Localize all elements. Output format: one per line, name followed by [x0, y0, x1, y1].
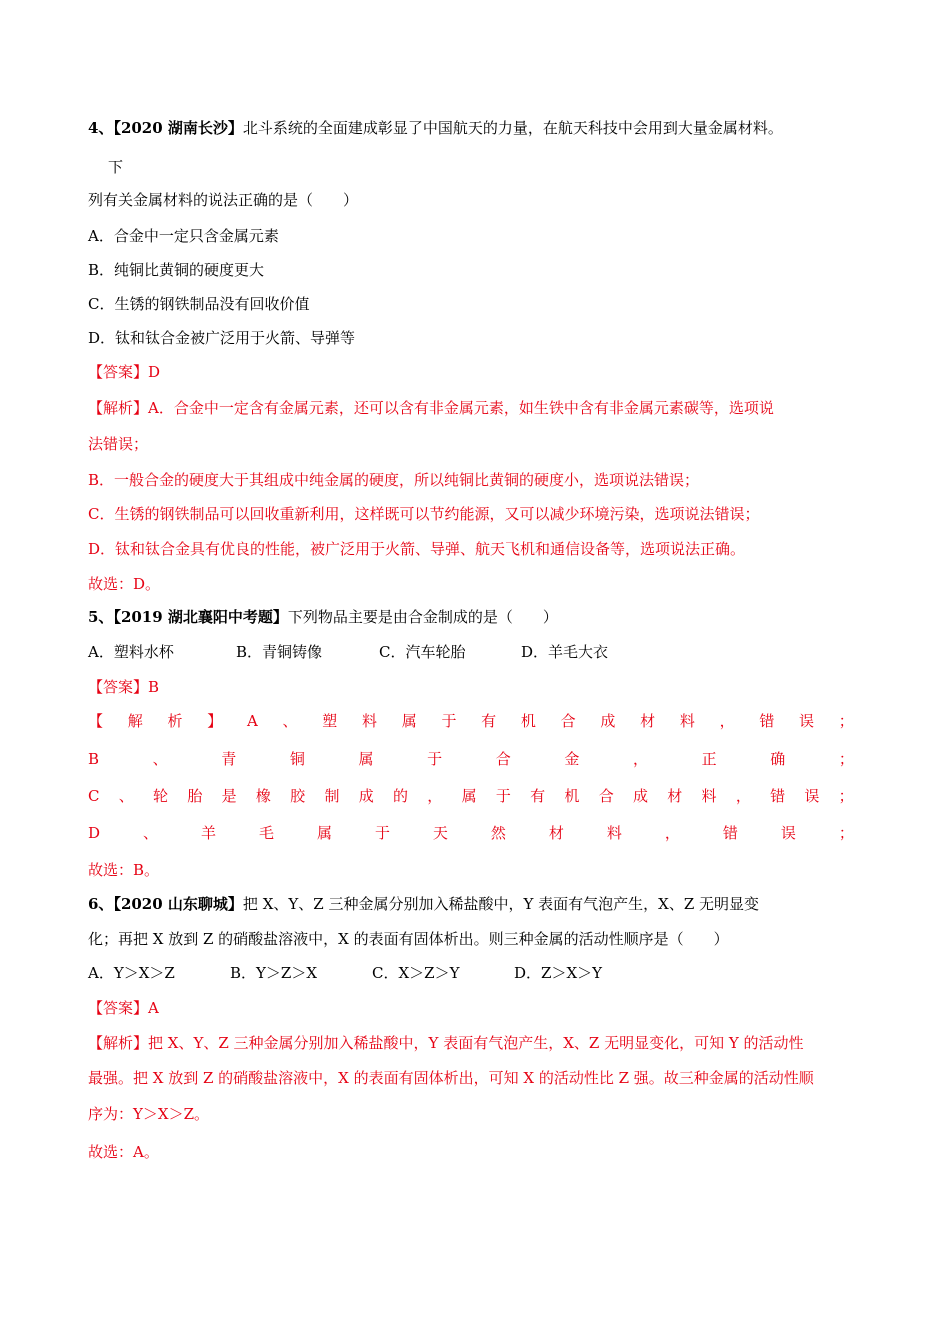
q5-analysis-char: 【	[88, 712, 104, 730]
q5-analysis-char: 错	[722, 824, 738, 842]
q5-analysis-char: 料	[606, 824, 622, 842]
q5-analysis-char: 成	[358, 787, 374, 805]
q5-analysis-char: 误	[799, 712, 815, 730]
q5-analysis-char: 成	[632, 787, 648, 805]
q5-analysis-char: ；	[838, 824, 854, 842]
q5-analysis-char: 于	[374, 824, 390, 842]
q5-options	[88, 642, 608, 662]
q5-analysis-char: 错	[770, 787, 786, 805]
q4-analysis-a: A．合金中一定含有金属元素，还可以含有非金属元素，如生铁中含有非金属元素碳等，选项说	[148, 399, 774, 417]
q5-analysis-char: D	[88, 824, 101, 842]
q5-analysis-char: ，	[664, 824, 680, 842]
q6-analysis-text1: 把 X、Y、Z 三种金属分别加入稀盐酸中，Y 表面有气泡产生，X、Z 无明显变化，可知 Y 的活动性	[148, 1034, 804, 1052]
q5-answer: 【答案】B	[88, 678, 160, 696]
q5-analysis-char: 、	[118, 787, 134, 805]
q5-analysis-char: C	[88, 787, 100, 805]
q4-stem-text: 北斗系统的全面建成彰显了中国航天的力量，在航天科技中会用到大量金属材料。	[242, 119, 783, 137]
q4-number: 4、	[88, 119, 114, 137]
q6-option-b: B．Y＞Z＞X	[230, 964, 318, 982]
q5-analysis-char: ；	[838, 787, 854, 805]
q5-analysis-char: 材	[640, 712, 656, 730]
q5-analysis-char: 毛	[258, 824, 274, 842]
q5-analysis-char: ，	[633, 750, 649, 768]
q5-analysis-char: 料	[679, 712, 695, 730]
q5-analysis-char: A	[246, 712, 258, 730]
q5-analysis-char: 橡	[255, 787, 271, 805]
q4-option-b: B．纯铜比黄铜的硬度更大	[88, 261, 265, 279]
q4-stem-line1	[88, 118, 783, 138]
q5-option-d: D．羊毛大衣	[521, 643, 609, 661]
q5-analysis-char: 材	[667, 787, 683, 805]
q6-stem-line1	[88, 894, 759, 914]
q6-stem-line2: 化；再把 X 放到 Z 的硝酸盐溶液中，X 的表面有固体析出。则三种金属的活动性顺序是（ ）	[88, 930, 729, 948]
q6-analysis-label: 【解析】	[88, 1034, 149, 1052]
q4-option-a: A．合金中一定只含金属元素	[88, 227, 279, 245]
q5-analysis-char: 料	[701, 787, 717, 805]
q5-analysis-char: 成	[600, 712, 616, 730]
q5-analysis-char: ，	[735, 787, 751, 805]
q5-analysis-char: 天	[432, 824, 448, 842]
q5-analysis-char: 然	[490, 824, 506, 842]
q5-stem-text: 下列物品主要是由合金制成的是（ ）	[287, 608, 558, 626]
q5-analysis-char: 属	[461, 787, 477, 805]
q5-analysis-char: 胎	[187, 787, 203, 805]
q5-analysis-char: 、	[282, 712, 298, 730]
q5-analysis-char: ，	[427, 787, 443, 805]
q6-option-c: C．X＞Z＞Y	[372, 964, 460, 982]
q5-analysis-char: 有	[481, 712, 497, 730]
q6-source: 【2020 山东聊城】	[113, 895, 243, 913]
q5-analysis-char: 错	[759, 712, 775, 730]
q4-analysis-b: B．一般合金的硬度大于其组成中纯金属的硬度，所以纯铜比黄铜的硬度小，选项说法错误；	[88, 471, 700, 489]
q5-analysis-char: 青	[221, 750, 237, 768]
q6-option-d: D．Z＞X＞Y	[514, 964, 603, 982]
q6-stem-text: 把 X、Y、Z 三种金属分别加入稀盐酸中，Y 表面有气泡产生，X、Z 无明显变	[242, 895, 760, 913]
q5-conclusion: 故选：B。	[88, 861, 160, 879]
q5-analysis-char: 金	[564, 750, 580, 768]
q5-analysis-char: 的	[393, 787, 409, 805]
q4-analysis-c: C．生锈的钢铁制品可以回收重新利用，这样既可以节约能源，又可以减少环境污染，选项说法错误；	[88, 505, 760, 523]
q5-analysis-char: 合	[560, 712, 576, 730]
q5-analysis-char: 确	[770, 750, 786, 768]
q5-source: 【2019 湖北襄阳中考题】	[113, 608, 288, 626]
q5-analysis-char: 料	[361, 712, 377, 730]
q5-analysis-char: ，	[719, 712, 735, 730]
q6-options	[88, 963, 602, 983]
q6-conclusion: 故选：A。	[88, 1143, 159, 1161]
q5-analysis-char: 机	[520, 712, 536, 730]
q5-analysis-char: 】	[207, 712, 223, 730]
q6-analysis-line3: 序为：Y＞X＞Z。	[88, 1105, 210, 1123]
q5-analysis-char: 解	[127, 712, 143, 730]
q4-analysis-line1	[88, 398, 774, 418]
q5-analysis-char: 正	[701, 750, 717, 768]
q5-option-b: B．青铜铸像	[236, 643, 323, 661]
q4-option-d: D．钛和钛合金被广泛用于火箭、导弹等	[88, 329, 356, 347]
q5-number: 5、	[88, 608, 114, 626]
q5-analysis-char: 属	[358, 750, 374, 768]
q5-analysis-char: 塑	[322, 712, 338, 730]
q5-analysis-char: 机	[564, 787, 580, 805]
q5-analysis-char: 、	[152, 750, 168, 768]
q4-conclusion: 故选：D。	[88, 575, 161, 593]
q4-stem-line3: 列有关金属材料的说法正确的是（ ）	[88, 191, 359, 209]
q5-analysis-char: ；	[838, 750, 854, 768]
q5-analysis-row-3	[88, 786, 854, 806]
q5-analysis-char: 误	[804, 787, 820, 805]
q5-analysis-char: 误	[780, 824, 796, 842]
q4-analysis-line2: 法错误；	[88, 435, 149, 453]
q4-analysis-d: D．钛和钛合金具有优良的性能，被广泛用于火箭、导弹、航天飞机和通信设备等，选项说法正确。	[88, 540, 746, 558]
q5-analysis-char: 、	[143, 824, 159, 842]
q6-answer: 【答案】A	[88, 999, 159, 1017]
q6-analysis-line1	[88, 1033, 804, 1053]
q5-analysis-char: 属	[316, 824, 332, 842]
q5-analysis-char: 轮	[153, 787, 169, 805]
q5-analysis-char: B	[88, 750, 100, 768]
q4-answer: 【答案】D	[88, 363, 161, 381]
q4-source: 【2020 湖南长沙】	[113, 119, 243, 137]
q6-analysis-line2: 最强。把 X 放到 Z 的硝酸盐溶液中，X 的表面有固体析出，可知 X 的活动性比 Z 强。故三种金属的活动性顺	[88, 1069, 814, 1087]
q5-option-a: A．塑料水杯	[88, 643, 174, 661]
q5-analysis-row-2	[88, 749, 854, 769]
q4-option-c: C．生锈的钢铁制品没有回收价值	[88, 295, 310, 313]
q4-stem-line2: 下	[108, 158, 124, 176]
q5-analysis-char: 胶	[290, 787, 306, 805]
q5-analysis-char: 合	[495, 750, 511, 768]
q5-analysis-char: 属	[401, 712, 417, 730]
q5-analysis-row-1	[88, 711, 854, 731]
q5-analysis-char: 材	[548, 824, 564, 842]
q5-analysis-char: 铜	[289, 750, 305, 768]
q5-option-c: C．汽车轮胎	[379, 643, 466, 661]
q5-analysis-char: 羊	[200, 824, 216, 842]
q5-analysis-char: 析	[167, 712, 183, 730]
q5-analysis-char: 于	[427, 750, 443, 768]
q5-analysis-char: 于	[495, 787, 511, 805]
q6-number: 6、	[88, 895, 114, 913]
q5-analysis-char: 有	[530, 787, 546, 805]
q5-analysis-char: 合	[598, 787, 614, 805]
q5-analysis-char: 是	[221, 787, 237, 805]
q5-analysis-row-4	[88, 823, 854, 843]
q5-analysis-char: ；	[838, 712, 854, 730]
q4-analysis-label: 【解析】	[88, 399, 149, 417]
q5-stem	[88, 607, 558, 627]
q5-analysis-char: 制	[324, 787, 340, 805]
q5-analysis-char: 于	[441, 712, 457, 730]
q6-option-a: A．Y＞X＞Z	[88, 964, 175, 982]
